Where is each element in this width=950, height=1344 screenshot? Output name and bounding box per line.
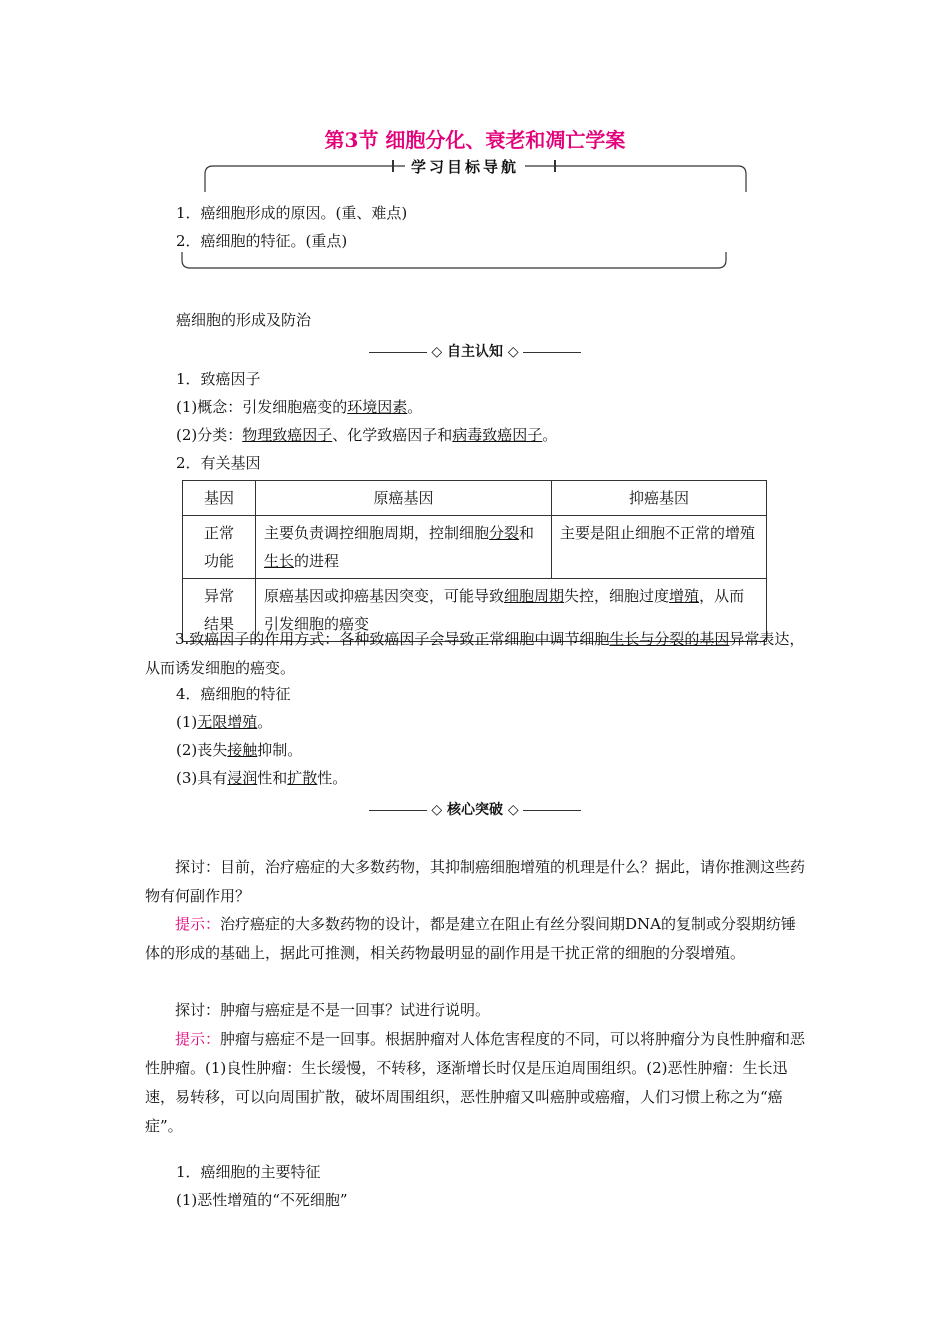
answer-1: 提示：治疗癌症的大多数药物的设计，都是建立在阻止有丝分裂间期DNA的复制或分裂期纺锤体的形成的基础上，据此可推测，相关药物最明显的副作用是干扰正常的细胞的分裂增殖。	[145, 915, 797, 962]
item-mechanism: 3.致癌因子的作用方式：各种致癌因子会导致正常细胞中调节细胞生长与分裂的基因异常表达，从而诱发细胞的癌变。	[145, 630, 805, 677]
table-cell: 主要负责调控细胞周期，控制细胞分裂和生长的进程	[256, 516, 552, 579]
goal-nav-frame	[203, 152, 748, 194]
table-cell: 原癌基因或抑癌基因突变，可能导致细胞周期失控，细胞过度增殖，从而引发细胞的癌变	[256, 579, 767, 642]
question-2: 探讨：肿瘤与癌症是不是一回事？试进行说明。	[175, 1001, 491, 1019]
hint-label: 提示：	[175, 915, 221, 933]
table-cell: 异常 结果	[183, 579, 256, 642]
feature-2: (2)丧失接触抑制。	[176, 741, 303, 759]
answer-2: 提示：肿瘤与癌症不是一回事。根据肿瘤对人体危害程度的不同，可以将肿瘤分为良性肿瘤和恶性肿瘤。(1)良性肿瘤：生长缓慢，不转移，逐渐增长时仅是压迫周围组织。(2)恶性肿瘤：生长迅速，易转移，可以向周围扩散，破坏周围组织，恶性肿瘤又叫癌肿或癌瘤，人们习惯上称之为“癌症”。	[145, 1030, 806, 1135]
table-header-cell: 原癌基因	[256, 481, 552, 516]
feature-immortal: (1)恶性增殖的“不死细胞”	[176, 1191, 348, 1209]
table-row	[183, 481, 767, 516]
table-cell: 主要是阻止细胞不正常的增殖	[552, 516, 767, 579]
question-1: 探讨：目前，治疗癌症的大多数药物，其抑制癌细胞增殖的机理是什么？据此，请你推测这些药物有何副作用？	[145, 858, 806, 905]
page-title: 第3节 细胞分化、衰老和凋亡学案	[324, 128, 626, 152]
section-header-self-study: ◇ 自主认知 ◇	[0, 341, 950, 361]
gene-table	[182, 480, 767, 642]
nav-label: 学习目标导航	[405, 156, 525, 177]
topic-heading: 癌细胞的形成及防治	[176, 311, 312, 329]
feature-3: (3)具有浸润性和扩散性。	[176, 769, 348, 787]
table-header-cell: 基因	[183, 481, 256, 516]
goal-bottom-bracket-icon	[180, 250, 730, 272]
item-carcinogens: 1．致癌因子	[176, 370, 261, 388]
item-main-features: 1．癌细胞的主要特征	[176, 1163, 321, 1181]
item-cancer-features: 4．癌细胞的特征	[176, 685, 291, 703]
feature-1: (1)无限增殖。	[176, 713, 273, 731]
table-row	[183, 516, 767, 579]
hint-label: 提示：	[175, 1030, 221, 1048]
goal-item-1: 1．癌细胞形成的原因。(重、难点)	[176, 204, 408, 222]
goal-item-2: 2．癌细胞的特征。(重点)	[176, 232, 348, 250]
item-classification: (2)分类：物理致癌因子、化学致癌因子和病毒致癌因子。	[176, 426, 558, 444]
table-cell: 正常 功能	[183, 516, 256, 579]
item-related-genes: 2．有关基因	[176, 454, 261, 472]
section-header-core: ◇ 核心突破 ◇	[0, 799, 950, 819]
table-header-cell: 抑癌基因	[552, 481, 767, 516]
item-concept: (1)概念：引发细胞癌变的环境因素。	[176, 398, 423, 416]
